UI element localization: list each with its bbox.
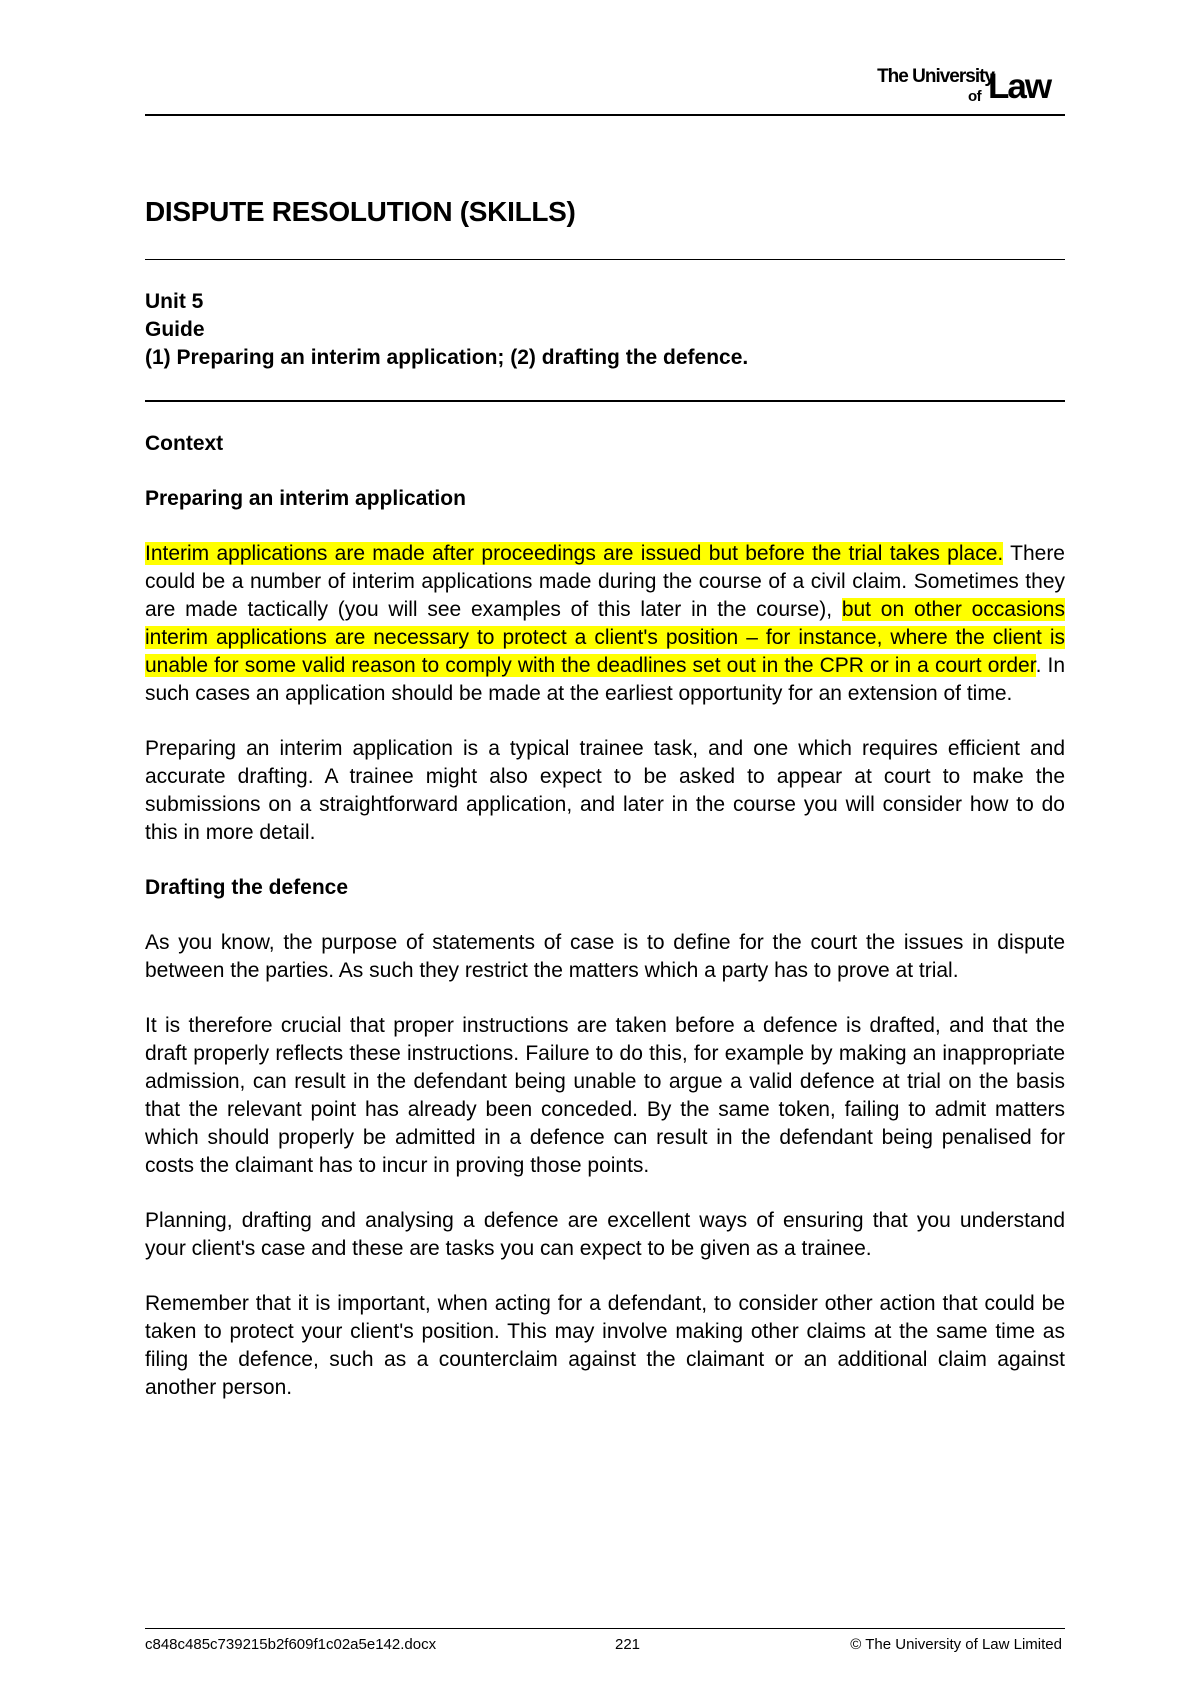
- page-footer: [145, 1636, 1065, 1656]
- document-title: DISPUTE RESOLUTION (SKILLS): [145, 196, 576, 227]
- logo-text-of: of: [968, 88, 982, 105]
- unit-number: Unit 5: [145, 290, 204, 313]
- footer-page-number: 221: [615, 1636, 641, 1653]
- unit-type: Guide: [145, 318, 205, 341]
- unit-info: [145, 288, 748, 372]
- highlighted-text: Interim applications are made after proceedings are issued but before the trial takes place.: [145, 542, 1004, 565]
- logo-text-top: The University: [877, 66, 994, 87]
- paragraph-other-action: Remember that it is important, when acting for a defendant, to consider other action that could be taken to protect your client's position. This may involve making other claims at the same time as filing the defence, such as a counterclaim against the claimant or an additional claim against another person.: [145, 1292, 1065, 1399]
- paragraph-planning-drafting: Planning, drafting and analysing a defence are excellent ways of ensuring that you understand your client's case and these are tasks you can expect to be given as a trainee.: [145, 1209, 1065, 1260]
- title-divider: [145, 259, 1065, 260]
- footer-divider: [145, 1628, 1065, 1629]
- paragraph-text: There could be a number of interim applications made during the course of a civil claim. Sometimes they are made tactically (you will see examples of this later in the course),: [145, 542, 1065, 621]
- footer-filename: c848c485c739215b2f609f1c02a5e142.docx: [145, 1636, 437, 1653]
- unit-divider: [145, 400, 1065, 402]
- paragraph-interim-applications: [145, 540, 1065, 708]
- logo-text-law: Law: [988, 67, 1051, 106]
- context-heading: Context: [145, 432, 224, 455]
- document-body: [145, 430, 1065, 1429]
- paragraph-text: . In such cases an application should be made at the earliest opportunity for an extension of time.: [145, 654, 1066, 705]
- footer-copyright: © The University of Law Limited: [850, 1636, 1062, 1653]
- university-of-law-logo: [860, 64, 1070, 108]
- highlighted-text: but on other occasions interim applications are necessary to protect a client's position – for instance, where the client is unable for some valid reason to comply with the deadlines set out in the CPR or in a court order: [145, 598, 1065, 677]
- paragraph-proper-instructions: It is therefore crucial that proper instructions are taken before a defence is drafted, and that the draft properly reflects these instructions. Failure to do this, for example by making an inappropriate admission, can result in the defendant being unable to argue a valid defence at trial on the basis that the relevant point has already been conceded. By the same token, failing to admit matters which should properly be admitted in a defence can result in the defendant being penalised for costs the claimant has to incur in proving those points.: [145, 1014, 1065, 1177]
- unit-subject: (1) Preparing an interim application; (2) drafting the defence.: [145, 346, 749, 369]
- drafting-defence-heading: Drafting the defence: [145, 876, 349, 899]
- paragraph-statements-of-case: As you know, the purpose of statements of case is to define for the court the issues in dispute between the parties. As such they restrict the matters which a party has to prove at trial.: [145, 931, 1065, 982]
- paragraph-trainee-task: Preparing an interim application is a typical trainee task, and one which requires efficient and accurate drafting. A trainee might also expect to be asked to appear at court to make the submissions on a straightforward application, and later in the course you will consider how to do this in more detail.: [145, 737, 1065, 844]
- header-divider: [145, 114, 1065, 116]
- interim-application-heading: Preparing an interim application: [145, 487, 466, 510]
